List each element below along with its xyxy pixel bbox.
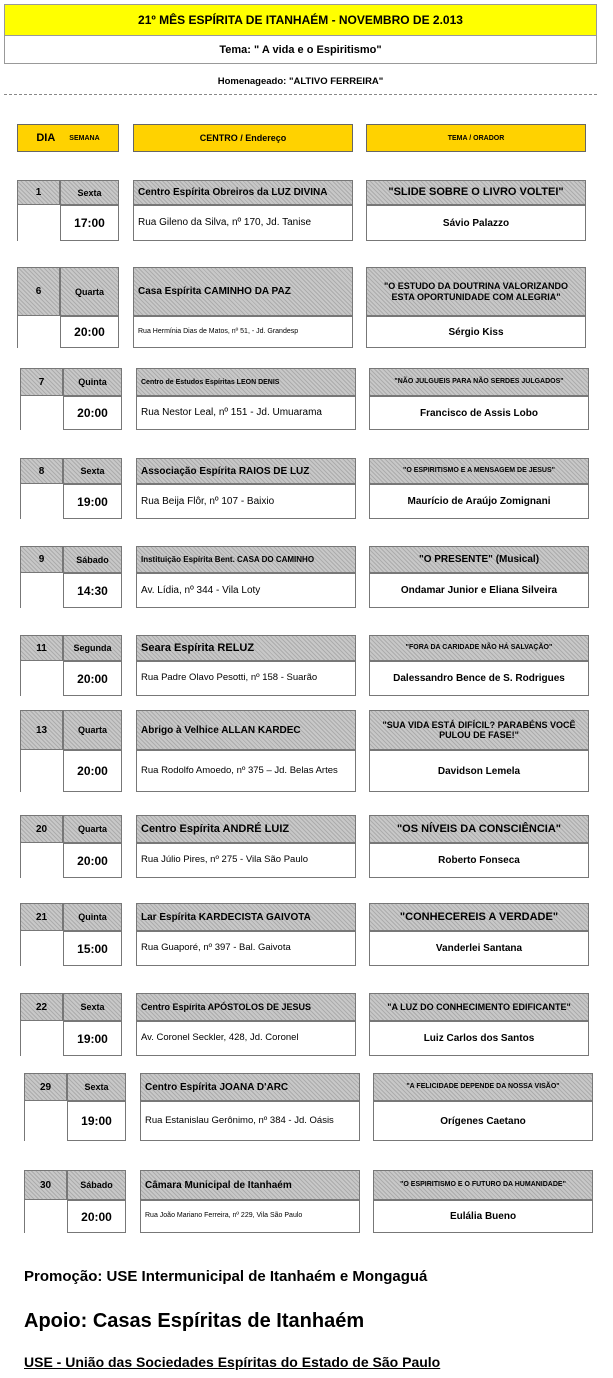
day-spacer [20,484,63,519]
day-spacer [20,1021,63,1056]
event-theme: "O ESTUDO DA DOUTRINA VALORIZANDO ESTA OPORTUNIDADE COM ALEGRIA" [366,267,586,316]
centro-name: Seara Espírita RELUZ [136,635,356,661]
speaker: Dalessandro Bence de S. Rodrigues [369,661,589,696]
honoree-line: Homenageado: "ALTIVO FERREIRA" [217,75,384,87]
speaker: Roberto Fonseca [369,843,589,878]
day-spacer [20,661,63,696]
centro-address: Av. Lídia, nº 344 - Vila Loty [136,573,356,608]
centro-address: Rua Gileno da Silva, nº 170, Jd. Tanise [133,205,353,241]
event-time: 20:00 [63,750,122,792]
day-number: 30 [24,1170,67,1200]
footer-apoio: Apoio: Casas Espíritas de Itanhaém [24,1310,365,1332]
weekday: Quarta [63,815,122,843]
centro-address: Rua Estanislau Gerônimo, nº 384 - Jd. Oásis [140,1101,360,1141]
day-number: 29 [24,1073,67,1101]
weekday: Segunda [63,635,122,661]
event-time: 14:30 [63,573,122,608]
event-theme: "FORA DA CARIDADE NÃO HÁ SALVAÇÃO" [369,635,589,661]
weekday: Sexta [67,1073,126,1101]
event-time: 15:00 [63,931,122,966]
event-theme: "SUA VIDA ESTÁ DIFÍCIL? PARABÉNS VOCÊ PULOU DE FASE!" [369,710,589,750]
centro-address: Rua Júlio Pires, nº 275 - Vila São Paulo [136,843,356,878]
col-header-centro: CENTRO / Endereço [133,124,353,152]
centro-name: Abrigo à Velhice ALLAN KARDEC [136,710,356,750]
day-spacer [20,750,63,792]
day-spacer [17,316,60,348]
event-time: 20:00 [63,396,122,430]
event-theme: "O ESPIRITISMO E O FUTURO DA HUMANIDADE" [373,1170,593,1200]
event-theme: "A LUZ DO CONHECIMENTO EDIFICANTE" [369,993,589,1021]
day-number: 22 [20,993,63,1021]
weekday: Quinta [63,903,122,931]
centro-address: Rua Rodolfo Amoedo, nº 375 – Jd. Belas Artes [136,750,356,792]
centro-name: Centro Espírita JOANA D'ARC [140,1073,360,1101]
theme-line: Tema: " A vida e o Espiritismo" [4,36,597,64]
event-time: 17:00 [60,205,119,241]
speaker: Vanderlei Santana [369,931,589,966]
event-time: 20:00 [63,661,122,696]
day-number: 21 [20,903,63,931]
centro-address: Rua João Mariano Ferreira, nº 229, Vila São Paulo [140,1200,360,1233]
day-number: 6 [17,267,60,316]
event-theme: "O ESPIRITISMO E A MENSAGEM DE JESUS" [369,458,589,484]
day-number: 9 [20,546,63,573]
speaker: Davidson Lemela [369,750,589,792]
event-theme: "O PRESENTE" (Musical) [369,546,589,573]
col-semana-label: SEMANA [69,134,100,142]
weekday: Quarta [63,710,122,750]
day-number: 11 [20,635,63,661]
centro-name: Instituição Espírita Bent. CASA DO CAMINHO [136,546,356,573]
speaker: Orígenes Caetano [373,1101,593,1141]
day-number: 13 [20,710,63,750]
speaker: Luiz Carlos dos Santos [369,1021,589,1056]
footer-use: USE - União das Sociedades Espíritas do Estado de São Paulo [24,1354,441,1370]
col-header-tema: TEMA / ORADOR [366,124,586,152]
speaker: Sávio Palazzo [366,205,586,241]
centro-name: Câmara Municipal de Itanhaém [140,1170,360,1200]
weekday: Sexta [63,993,122,1021]
event-time: 20:00 [60,316,119,348]
speaker: Eulália Bueno [373,1200,593,1233]
day-spacer [20,843,63,878]
centro-address: Rua Beija Flôr, nº 107 - Baixio [136,484,356,519]
event-time: 20:00 [63,843,122,878]
day-spacer [20,573,63,608]
day-spacer [24,1200,67,1233]
speaker: Maurício de Araújo Zomignani [369,484,589,519]
speaker: Ondamar Junior e Eliana Silveira [369,573,589,608]
centro-name: Centro Espírita APÓSTOLOS DE JESUS [136,993,356,1021]
speaker: Sérgio Kiss [366,316,586,348]
day-spacer [17,205,60,241]
weekday: Sábado [67,1170,126,1200]
weekday: Quinta [63,368,122,396]
event-time: 19:00 [63,484,122,519]
centro-address: Rua Guaporé, nº 397 - Bal. Gaivota [136,931,356,966]
day-spacer [20,396,63,430]
weekday: Sábado [63,546,122,573]
page-title: 21º MÊS ESPÍRITA DE ITANHAÉM - NOVEMBRO DE 2.013 [4,4,597,36]
event-time: 19:00 [63,1021,122,1056]
event-theme: "SLIDE SOBRE O LIVRO VOLTEI" [366,180,586,205]
event-theme: "CONHECEREIS A VERDADE" [369,903,589,931]
centro-name: Casa Espírita CAMINHO DA PAZ [133,267,353,316]
col-dia-label: DIA [36,132,56,144]
day-number: 7 [20,368,63,396]
centro-address: Rua Nestor Leal, nº 151 - Jd. Umuarama [136,396,356,430]
centro-name: Centro Espírita Obreiros da LUZ DIVINA [133,180,353,205]
weekday: Sexta [60,180,119,205]
day-number: 20 [20,815,63,843]
speaker: Francisco de Assis Lobo [369,396,589,430]
centro-name: Centro Espírita ANDRÉ LUIZ [136,815,356,843]
centro-address: Rua Padre Olavo Pesotti, nº 158 - Suarão [136,661,356,696]
event-time: 20:00 [67,1200,126,1233]
event-theme: "NÃO JULGUEIS PARA NÃO SERDES JULGADOS" [369,368,589,396]
centro-name: Associação Espírita RAIOS DE LUZ [136,458,356,484]
centro-name: Lar Espírita KARDECISTA GAIVOTA [136,903,356,931]
footer-promocao: Promoção: USE Intermunicipal de Itanhaém e Mongaguá [24,1268,428,1285]
event-theme: "OS NÍVEIS DA CONSCIÊNCIA" [369,815,589,843]
centro-name: Centro de Estudos Espíritas LEON DENIS [136,368,356,396]
divider [4,94,597,95]
event-time: 19:00 [67,1101,126,1141]
day-number: 8 [20,458,63,484]
day-number: 1 [17,180,60,205]
weekday: Sexta [63,458,122,484]
col-header-dia [17,124,119,152]
event-theme: "A FELICIDADE DEPENDE DA NOSSA VISÃO" [373,1073,593,1101]
day-spacer [24,1101,67,1141]
day-spacer [20,931,63,966]
centro-address: Rua Hermínia Dias de Matos, nº 51, - Jd. Grandesp [133,316,353,348]
centro-address: Av. Coronel Seckler, 428, Jd. Coronel [136,1021,356,1056]
weekday: Quarta [60,267,119,316]
